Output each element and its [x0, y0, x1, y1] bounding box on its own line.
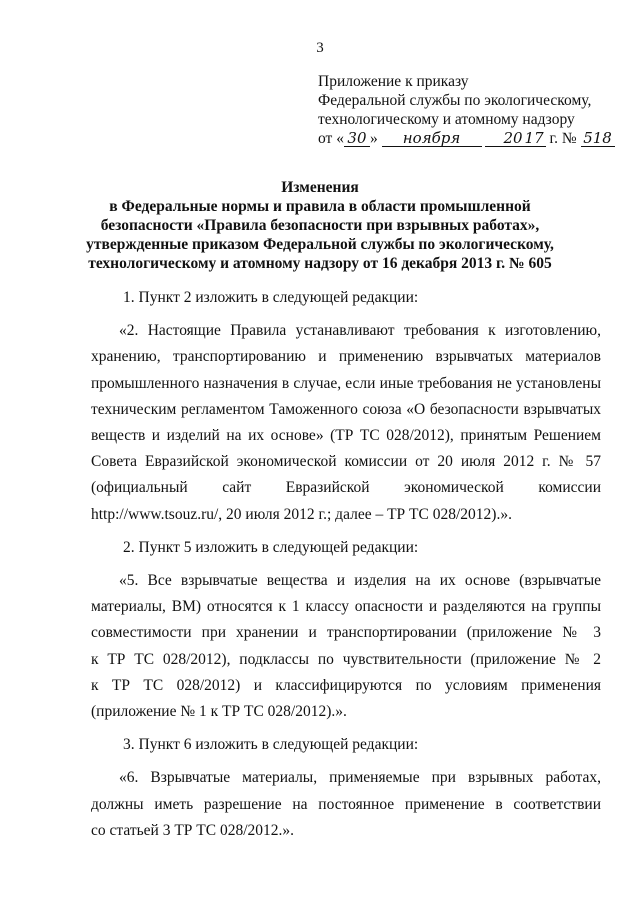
text-line: должны иметь разрешение на постоянное применение в соответствии	[91, 795, 601, 813]
date-quote: »	[369, 130, 378, 147]
year-suffix: г. №	[545, 130, 577, 147]
date-prefix: от «	[318, 130, 344, 147]
title-line: утвержденные приказом Федеральной службы по экологическому,	[86, 236, 554, 253]
handwritten-day: 30	[344, 130, 370, 147]
text-line: промышленного назначения в случае, если иные требования не установлены	[91, 374, 601, 392]
item-heading: 3. Пункт 6 изложить в следующей редакции:	[123, 736, 419, 754]
page-number: 3	[316, 40, 324, 56]
handwritten-order-number: 518	[581, 130, 615, 147]
item-heading: 2. Пункт 5 изложить в следующей редакции:	[123, 538, 419, 556]
handwritten-month: ноября	[382, 130, 482, 147]
handwritten-year: 17	[524, 129, 544, 147]
document-title	[60, 178, 580, 273]
item-text	[91, 568, 601, 725]
item-text	[91, 765, 601, 844]
appendix-line: технологическому и атомному надзору	[318, 111, 575, 128]
title-line: в Федеральные нормы и правила в области промышленной	[109, 198, 531, 215]
text-line: «6. Взрывчатые материалы, применяемые при взрывных работах,	[119, 769, 601, 787]
item-heading: 1. Пункт 2 изложить в следующей редакции:	[123, 289, 419, 306]
text-line: техническим регламентом Таможенного союза «О безопасности взрывчатых	[91, 400, 601, 418]
appendix-line: Федеральной службы по экологическому,	[318, 92, 592, 109]
text-line: (приложение № 1 к ТР ТС 028/2012).».	[91, 703, 347, 721]
title-line: технологическому и атомному надзору от 16 декабря 2013 г. № 605	[88, 255, 552, 272]
appendix-header	[318, 72, 618, 148]
year-prefix: 20	[485, 130, 522, 147]
document-body	[91, 285, 601, 844]
text-line: «2. Настоящие Правила устанавливают требования к изготовлению,	[119, 322, 601, 340]
title-line: безопасности «Правила безопасности при взрывных работах»,	[100, 217, 540, 234]
text-line: к ТР ТС 028/2012), подклассы по чувствительности (приложение № 2	[91, 650, 601, 668]
text-line: материалы, ВМ) относятся к 1 классу опасности и разделяются на группы	[91, 598, 601, 616]
text-line: со статьей 3 ТР ТС 028/2012.».	[91, 821, 295, 839]
text-line: (официальный сайт Евразийской экономической комиссии	[91, 479, 601, 497]
text-line: «5. Все взрывчатые вещества и изделия на их основе (взрывчатые	[119, 572, 601, 590]
text-line: совместимости при хранении и транспортировании (приложение № 3	[91, 624, 601, 642]
appendix-date-line	[318, 129, 618, 148]
text-line: хранению, транспортированию и применению взрывчатых материалов	[91, 348, 601, 366]
text-line: к ТР ТС 028/2012) и классифицируются по условиям применения	[91, 676, 601, 694]
text-line: Совета Евразийской экономической комиссии от 20 июля 2012 г. № 57	[91, 453, 601, 471]
text-line: веществ и изделий на их основе» (ТР ТС 028/2012), принятым Решением	[91, 427, 601, 445]
title-line: Изменения	[281, 179, 359, 196]
item-text	[91, 318, 601, 528]
text-line: http://www.tsouz.ru/, 20 июля 2012 г.; далее – ТР ТС 028/2012).».	[91, 505, 512, 523]
appendix-line: Приложение к приказу	[318, 73, 469, 90]
